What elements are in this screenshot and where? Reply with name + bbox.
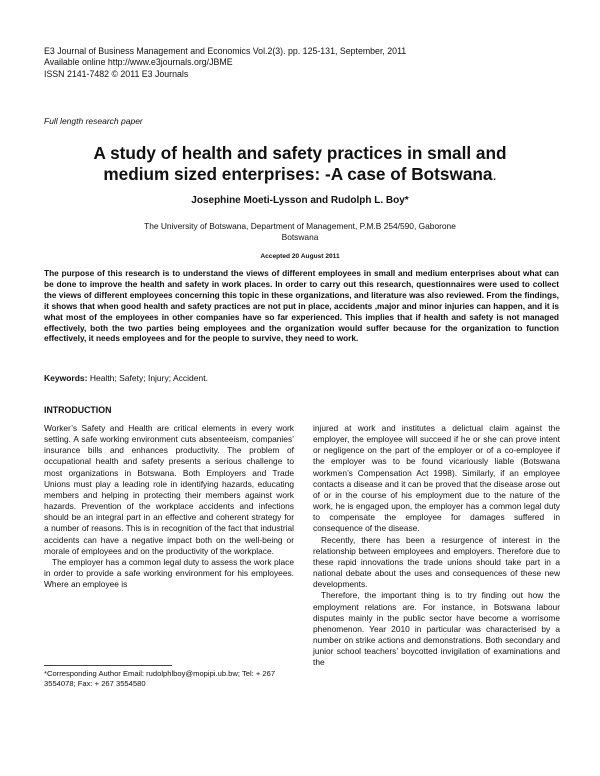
corresponding-author-footnote: *Corresponding Author Email: rudolphlboy@mopipi.ub.bw; Tel: + 267 3554078; Fax: + 267 3554580 xyxy=(44,669,276,688)
left-column xyxy=(44,423,294,590)
intro-paragraph-2: The employer has a common legal duty to assess the work place in order to provide a safe working environment for his employees. Where an employee is xyxy=(44,556,294,590)
intro-paragraph-3: injured at work and institutes a delictual claim against the employer, the employee will succeed if he or she can prove intent or negligence on the part of the employer or of a co-employee if the employer was to be found vicariously liable (Botswana workmen’s Compensation Act 1998). Similarly, if an employee contacts a disease and it can be proved that the disease arose out of or in the course of his employment due to the nature of the work, he is engaged upon, the employer has a common legal duty to compensate the employee for damages suffered in consequence of the disease. xyxy=(313,423,560,534)
authors: Josephine Moeti-Lysson and Rudolph L. Boy* xyxy=(191,195,409,206)
affiliation-line-1: The University of Botswana, Department of Management, P.M.B 254/590, Gaborone xyxy=(144,221,456,231)
introduction-heading: INTRODUCTION xyxy=(44,405,112,415)
title-period: . xyxy=(492,167,497,184)
journal-issn: ISSN 2141-7482 © 2011 E3 Journals xyxy=(44,68,189,79)
accepted-date: Accepted 20 August 2011 xyxy=(260,253,340,260)
intro-paragraph-5: Therefore, the important thing is to try finding out how the employment relations are. For instance, in Botswana labour disputes mainly in the public sector have become a worrisome phenomenon. Year 2010 in particular was characterised by a number on strike actions and demonstrations. Both secondary and junior school teachers’ boycotted invigilation of examinations and the xyxy=(313,590,560,668)
title-line-2 xyxy=(50,164,550,186)
title-line-1: A study of health and safety practices in small and xyxy=(93,143,507,163)
affiliation-line-2: Botswana xyxy=(281,232,319,242)
right-column xyxy=(313,423,560,668)
paper-title xyxy=(50,143,550,186)
keywords xyxy=(44,373,208,383)
abstract: The purpose of this research is to understand the views of different employees in small and medium enterprises about what can be done to improve the health and safety in work places. In order to carry out this research, questionnaires were used to collect the views of different employees concerning this topic in these organizations, and literature was also reviewed. From the findings, it shows that when good health and safety practices are not put in place, accidents ,major and minor injuries can happen, and it is what most of the employees in other companies have so far experienced. This implies that if health and safety is not managed effectively, both the two parties being employees and the organization would suffer because for the organization to function effectively, it needs employees and for the people to survive, they need to work. xyxy=(44,268,559,344)
intro-paragraph-4: Recently, there has been a resurgence of interest in the relationship between employees and employers. Therefore due to these rapid innovations the trade unions should take part in a national debate about the uses and consequences of these new developments. xyxy=(313,534,560,590)
journal-citation: E3 Journal of Business Management and Economics Vol.2(3). pp. 125-131, September, 2011 xyxy=(44,46,407,56)
footnote-divider xyxy=(44,665,172,666)
title-line-2-text: medium sized enterprises: -A case of Botswana xyxy=(103,164,493,184)
intro-paragraph-1: Worker’s Safety and Health are critical elements in every work setting. A safe working environment cuts absenteeism, companies’ insurance bills and enhances productivity. The problem of occupational health and safety presents a serious challenge to most organizations in Botswana. Both Employers and Trade Unions must play a leading role in identifying hazards, educating members and helping in protecting their members against work hazards. Prevention of the workplace accidents and infections should be an integral part in an effective and coherent strategy for a number of reasons. This is in recognition of the fact that industrial accidents can have a negative impact both on the well-being or morale of employees and on the productivity of the workplace. xyxy=(44,423,294,556)
keywords-label: Keywords: xyxy=(44,373,88,383)
journal-url: Available online http://www.e3journals.org/JBME xyxy=(44,57,233,68)
journal-header xyxy=(44,46,406,80)
paper-type: Full length research paper xyxy=(44,116,143,126)
keywords-text: Health; Safety; Injury; Accident. xyxy=(89,373,208,383)
affiliation xyxy=(0,221,600,243)
